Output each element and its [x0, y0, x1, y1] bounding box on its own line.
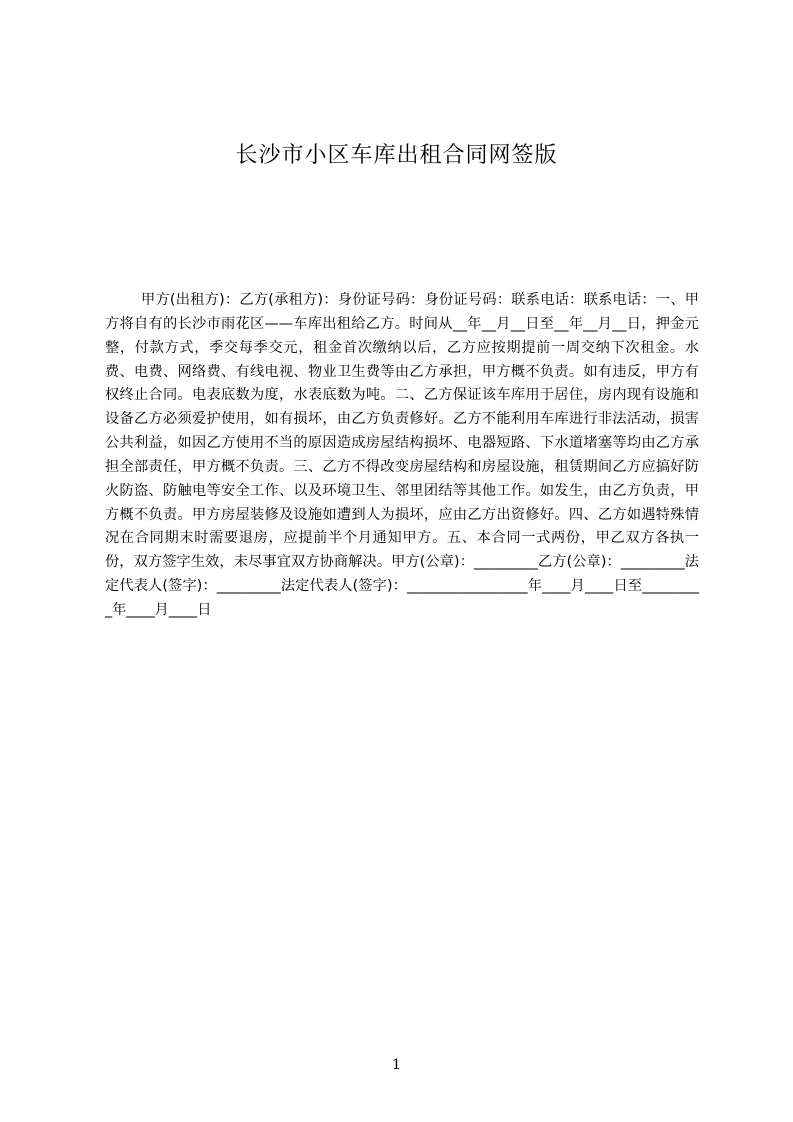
contract-body-text: 甲方(出租方)：乙方(承租方)：身份证号码：身份证号码：联系电话：联系电话：一、甲方将自有的长沙市雨花区——车库出租给乙方。时间从__年__月__日至__年__月__日，押金元整，付款方式，季交每季交元，租金首次缴纳以后，乙方应按期提前一周交纳下次租金。水费、电费、网络费、有线电视、物业卫生费等由乙方承担，甲方概不负责。如有违反，甲方有权终止合同。电表底数为度，水表底数为吨。二、乙方保证该车库用于居住，房内现有设施和设备乙方必须爱护使用，如有损坏，由乙方负责修好。乙方不能利用车库进行非法活动，损害公共利益，如因乙方使用不当的原因造成房屋结构损坏、电器短路、下水道堵塞等均由乙方承担全部责任，甲方概不负责。三、乙方不得改变房屋结构和房屋设施，租赁期间乙方应搞好防火防盗、防触电等安全工作、以及环境卫生、邻里团结等其他工作。如发生，由乙方负责，甲方概不负责。甲方房屋装修及设施如遭到人为损坏，应由乙方出资修好。四、乙方如遇特殊情况在合同期末时需要退房，应提前半个月通知甲方。五、本合同一式两份，甲乙双方各执一份，双方签字生效，未尽事宜双方协商解决。甲方(公章)：_________乙方(公章)：_________法定代表人(签字)：_________法定代表人(签字)：_________________年____月____日至_________年____月____日	[105, 292, 699, 618]
document-title: 长沙市小区车库出租合同网签版	[235, 143, 558, 168]
page-number: 1	[392, 1057, 401, 1073]
